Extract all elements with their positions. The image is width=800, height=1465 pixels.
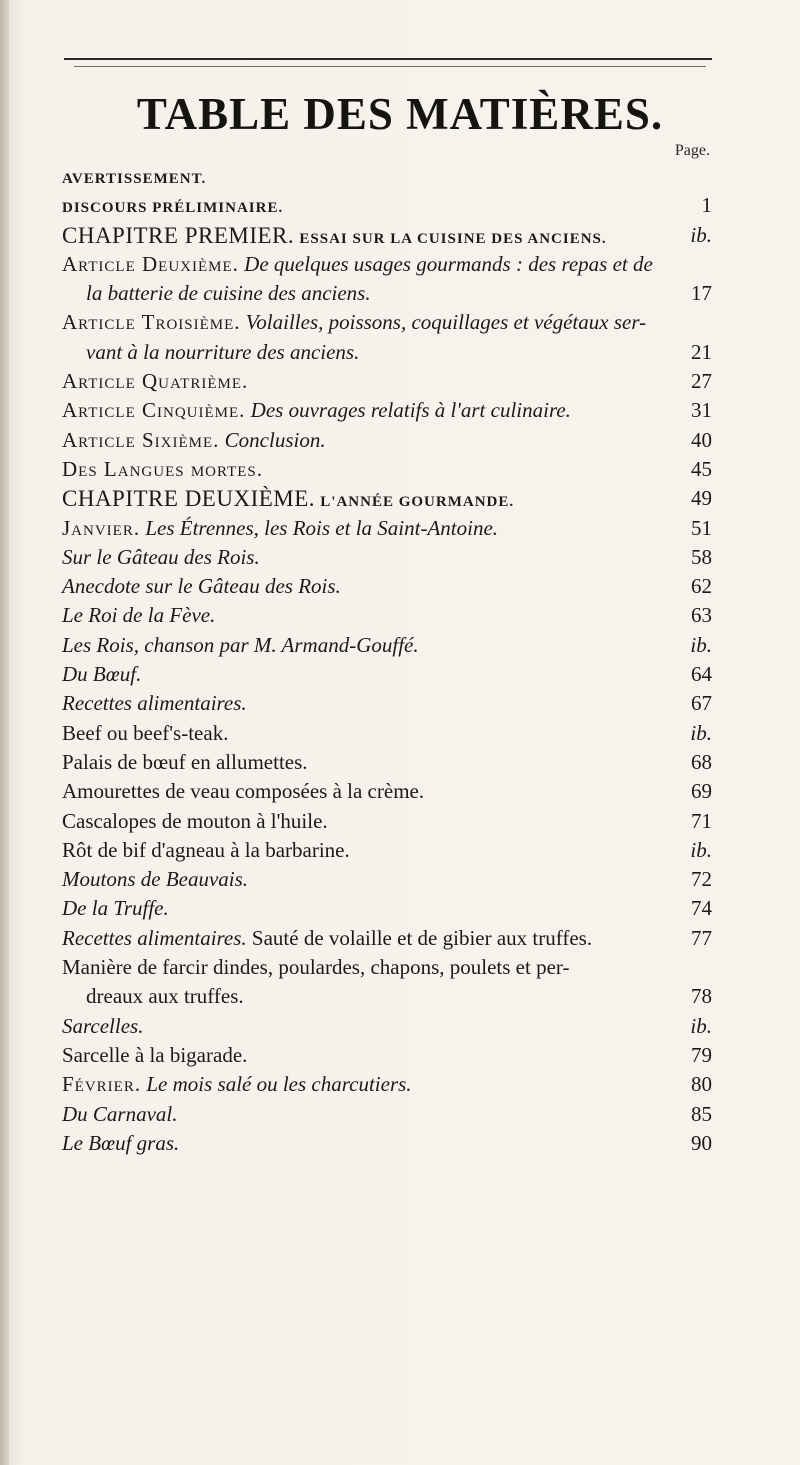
page-number: ib. — [690, 222, 712, 247]
entry-title: Anecdote sur le Gâteau des Rois. — [62, 574, 341, 599]
page-number: 45 — [691, 456, 712, 481]
toc-entry-langues-mortes — [62, 455, 712, 484]
toc-entry-article-quatrieme — [62, 367, 712, 396]
entry-title: Amourettes de veau composées à la crème. — [62, 779, 425, 804]
page-number: 21 — [691, 339, 712, 364]
page-binding-edge — [0, 0, 9, 1465]
article-label: Article Cinquième. — [62, 398, 246, 423]
page-number: ib. — [690, 837, 712, 862]
table-of-contents — [62, 162, 712, 1158]
page-number: 85 — [691, 1101, 712, 1126]
month-label: Février. — [62, 1072, 142, 1097]
entry-title: ESSAI SUR LA CUISINE DES ANCIENS. — [299, 230, 607, 247]
page-number: 79 — [691, 1042, 712, 1067]
page-number: 64 — [691, 662, 712, 687]
article-label: Article Sixième. — [62, 427, 220, 452]
toc-entry — [62, 601, 712, 630]
toc-entry — [62, 660, 712, 689]
entry-title: Les Rois, chanson par M. Armand-Gouffé. — [62, 632, 419, 657]
toc-entry — [62, 807, 712, 836]
page-number: 51 — [691, 515, 712, 540]
toc-entry-continuation — [62, 338, 712, 367]
entry-title: Conclusion. — [224, 427, 326, 452]
page-number: 31 — [691, 398, 712, 423]
page-number: 71 — [691, 808, 712, 833]
page-number: 17 — [691, 281, 712, 306]
entry-title: Les Étrennes, les Rois et la Saint-Antoine. — [145, 515, 499, 540]
page-number: 27 — [691, 369, 712, 394]
toc-entry — [62, 894, 712, 923]
chapter-heading: CHAPITRE PREMIER. — [62, 222, 295, 248]
page-number: ib. — [690, 632, 712, 657]
toc-entry — [62, 1012, 712, 1041]
entry-title: De quelques usages gourmands : des repas et de — [244, 251, 653, 276]
page-number: 40 — [691, 427, 712, 452]
entry-title: Sauté de volaille et de gibier aux truffes. — [251, 925, 593, 950]
page-number: 62 — [691, 574, 712, 599]
article-label: Article Troisième. — [62, 310, 241, 335]
toc-entry — [62, 689, 712, 718]
page-number: 74 — [691, 896, 712, 921]
toc-entry-article-deuxieme — [62, 250, 712, 279]
entry-title: Des ouvrages relatifs à l'art culinaire. — [250, 398, 571, 423]
article-label: Article Quatrième. — [62, 369, 249, 394]
page-number: 69 — [691, 779, 712, 804]
entry-title: Du Carnaval. — [62, 1101, 178, 1126]
entry-title: Le Bœuf gras. — [62, 1130, 180, 1155]
toc-entry-continuation — [62, 982, 712, 1011]
entry-title: Manière de farcir dindes, poulardes, chapons, poulets et per- — [62, 955, 570, 980]
entry-title: Recettes alimentaires. — [62, 691, 247, 716]
page-number: ib. — [690, 720, 712, 745]
toc-entry — [62, 924, 712, 953]
page-number: 80 — [691, 1072, 712, 1097]
toc-entry-article-cinquieme — [62, 396, 712, 425]
toc-entry — [62, 543, 712, 572]
toc-entry — [62, 719, 712, 748]
page-column-label: Page. — [674, 142, 710, 159]
page-number: 68 — [691, 749, 712, 774]
chapter-heading: CHAPITRE DEUXIÈME. — [62, 486, 316, 512]
toc-entry-fevrier — [62, 1070, 712, 1099]
entry-title: De la Truffe. — [62, 896, 169, 921]
toc-entry — [62, 865, 712, 894]
entry-title: L'ANNÉE GOURMANDE. — [320, 494, 515, 511]
page-number: 72 — [691, 867, 712, 892]
page-title: TABLE DES MATIÈRES. — [136, 89, 664, 139]
entry-title: Beef ou beef's-teak. — [62, 720, 229, 745]
entry-title: Recettes alimentaires. — [62, 925, 247, 950]
toc-entry — [62, 777, 712, 806]
entry-title: la batterie de cuisine des anciens. — [86, 281, 371, 306]
toc-entry — [62, 1100, 712, 1129]
page-number: 77 — [691, 925, 712, 950]
toc-entry-discours — [62, 191, 712, 220]
page-number: 58 — [691, 544, 712, 569]
toc-entry — [62, 748, 712, 777]
entry-title: Moutons de Beauvais. — [62, 867, 249, 892]
entry-title: Sarcelle à la bigarade. — [62, 1042, 248, 1067]
top-rule-thin — [74, 66, 706, 67]
toc-entry — [62, 953, 712, 982]
article-label: Article Deuxième. — [62, 251, 239, 276]
page-number: 90 — [691, 1130, 712, 1155]
entry-title: Sarcelles. — [62, 1013, 144, 1038]
entry-title: Le mois salé ou les charcutiers. — [146, 1072, 412, 1097]
toc-entry-article-troisieme — [62, 308, 712, 337]
entry-title: AVERTISSEMENT. — [62, 171, 207, 187]
toc-entry — [62, 1129, 712, 1158]
toc-entry-continuation — [62, 279, 712, 308]
entry-title: Le Roi de la Fève. — [62, 603, 216, 628]
top-rule — [64, 58, 712, 60]
entry-title: Cascalopes de mouton à l'huile. — [62, 808, 328, 833]
entry-title: Sur le Gâteau des Rois. — [62, 544, 260, 569]
page-number: 63 — [691, 603, 712, 628]
toc-entry — [62, 1041, 712, 1070]
toc-entry-chapitre-premier — [62, 221, 712, 250]
toc-entry-avertissement — [62, 162, 712, 191]
toc-entry-chapitre-deuxieme — [62, 484, 712, 513]
entry-title: Rôt de bif d'agneau à la barbarine. — [62, 837, 350, 862]
month-label: Janvier. — [62, 515, 141, 540]
entry-title: vant à la nourriture des anciens. — [86, 339, 360, 364]
toc-entry — [62, 572, 712, 601]
entry-title: Des Langues mortes. — [62, 456, 264, 481]
page-number: ib. — [690, 1013, 712, 1038]
toc-entry-article-sixieme — [62, 426, 712, 455]
entry-title: Palais de bœuf en allumettes. — [62, 749, 308, 774]
page-number: 1 — [701, 193, 712, 218]
entry-title: dreaux aux truffes. — [86, 984, 244, 1009]
entry-title: DISCOURS PRÉLIMINAIRE. — [62, 200, 284, 217]
toc-entry-janvier — [62, 514, 712, 543]
toc-entry — [62, 836, 712, 865]
page-number: 67 — [691, 691, 712, 716]
entry-title: Du Bœuf. — [62, 662, 142, 687]
page-number: 78 — [691, 984, 712, 1009]
toc-entry — [62, 631, 712, 660]
entry-title: Volailles, poissons, coquillages et végétaux ser- — [245, 310, 647, 335]
page-number: 49 — [691, 486, 712, 511]
